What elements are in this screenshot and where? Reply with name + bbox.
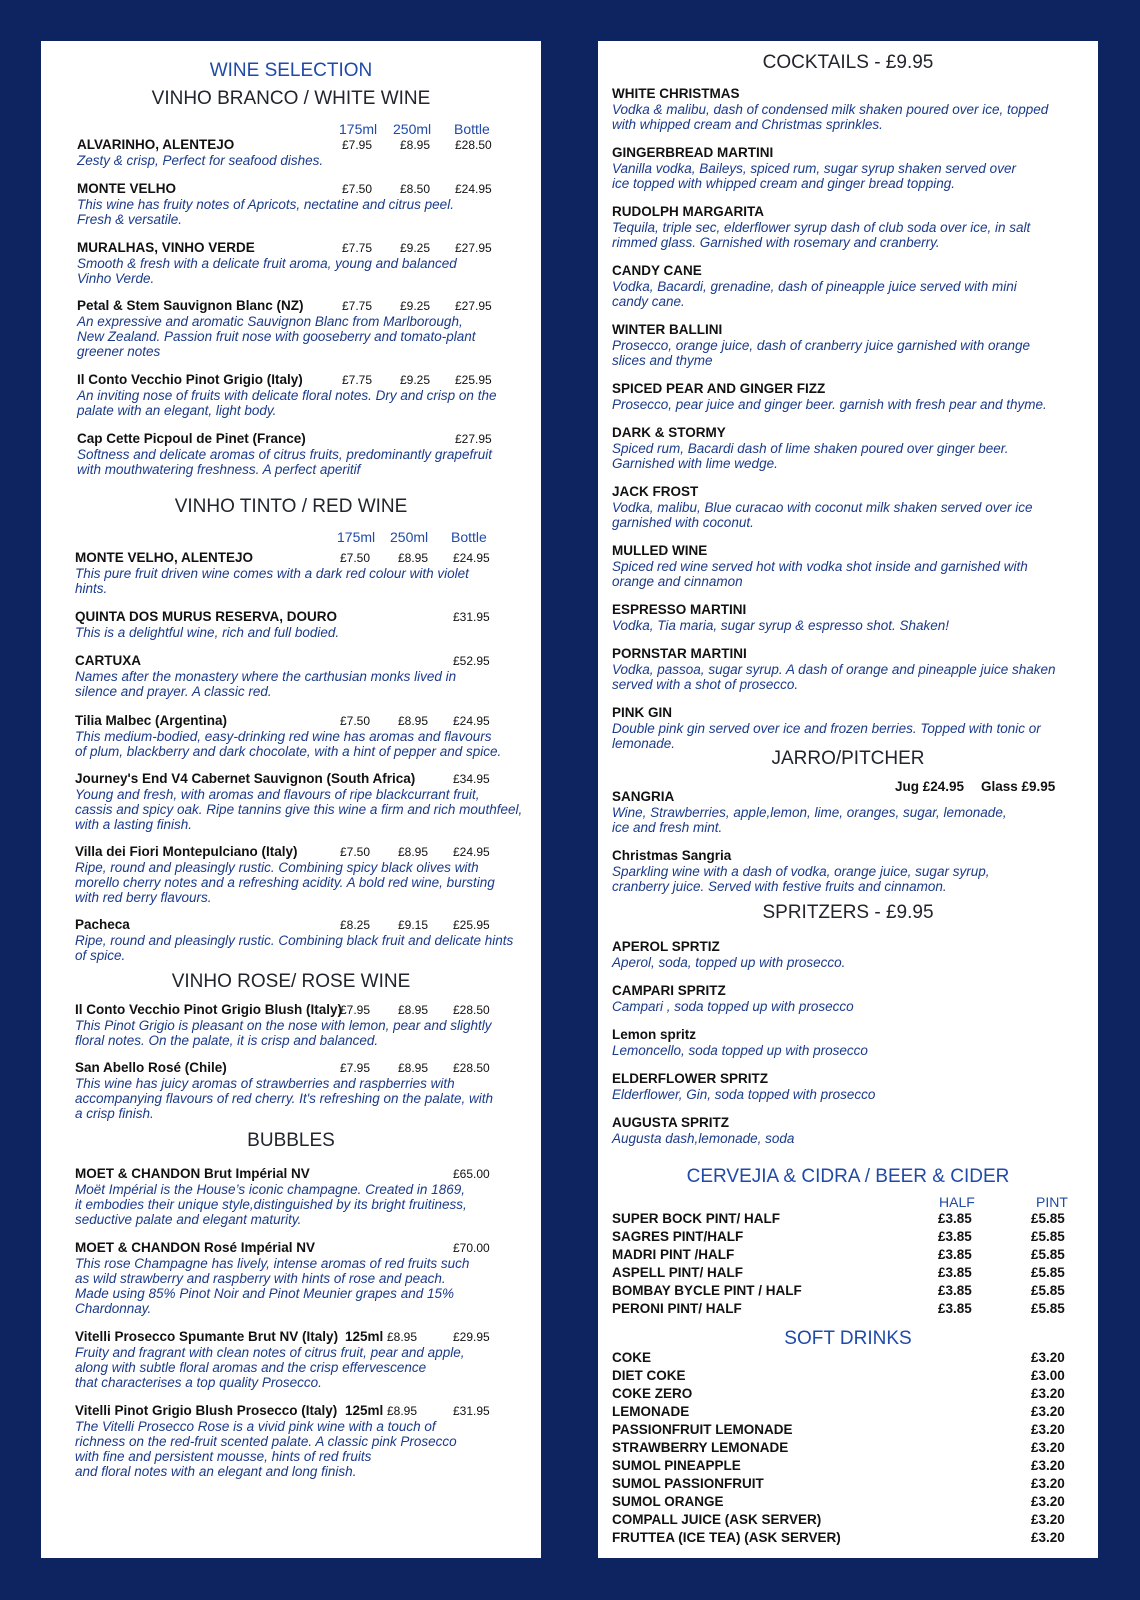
soft-drink-row	[612, 1512, 1072, 1530]
soft-drink-row	[612, 1458, 1072, 1476]
drink-price: £3.20	[1031, 1440, 1065, 1455]
jarro-heading: JARRO/PITCHER	[771, 748, 925, 769]
wine-description: This wine has fruity notes of Apricots, nectatine and citrus peel. Fresh & versatile.	[77, 197, 454, 227]
price-175ml: £7.75	[342, 241, 373, 255]
wine-item	[77, 137, 527, 168]
col-250ml: 250ml	[390, 529, 429, 545]
wine-item	[77, 240, 527, 286]
spritzer-item	[612, 1115, 1062, 1146]
drink-price: £3.00	[1031, 1368, 1065, 1383]
price-250ml: £8.50	[400, 182, 431, 196]
drink-price: £3.20	[1031, 1422, 1065, 1437]
pint-price: £5.85	[1031, 1283, 1065, 1298]
cocktail-item	[612, 145, 1062, 191]
cocktail-name: PINK GIN	[612, 705, 673, 720]
soft-drink-row	[612, 1422, 1072, 1440]
soft-drink-row	[612, 1386, 1072, 1404]
price-bottle: £27.95	[455, 299, 492, 313]
beer-row	[612, 1283, 1072, 1301]
wine-description: This wine has juicy aromas of strawberries and raspberries with accompanying flavours of red cherry. It's refreshing on the palate, with a crisp finish.	[75, 1076, 494, 1121]
drink-price: £3.20	[1031, 1512, 1065, 1527]
cocktail-name: RUDOLPH MARGARITA	[612, 204, 764, 219]
half-price: £3.85	[938, 1247, 972, 1262]
glass-price: Glass £9.95	[981, 779, 1056, 794]
cocktail-name: JACK FROST	[612, 484, 699, 499]
spritzer-description: Campari , soda topped up with prosecco	[612, 999, 854, 1014]
beer-row	[612, 1211, 1072, 1229]
wine-name: ALVARINHO, ALENTEJO	[77, 137, 235, 152]
cocktail-name: PORNSTAR MARTINI	[612, 646, 747, 661]
wine-name: MONTE VELHO	[77, 181, 177, 196]
cocktail-description: Vodka, Bacardi, grenadine, dash of pineapple juice served with mini candy cane.	[612, 279, 1017, 309]
wine-description: Softness and delicate aromas of citrus fruits, predominantly grapefruit with mouthwatering freshness. A perfect aperitif	[77, 447, 492, 477]
soft-drink-row	[612, 1368, 1072, 1386]
cocktail-item	[612, 381, 1062, 412]
drink-price: £3.20	[1031, 1530, 1065, 1545]
pint-price: £5.85	[1031, 1301, 1065, 1316]
price-bottle: £34.95	[453, 772, 490, 786]
price-250ml: £8.95	[398, 551, 429, 565]
pitcher-item	[612, 848, 1062, 894]
wine-description: This rose Champagne has lively, intense aromas of red fruits such as wild strawberry and raspberry with hints of rose and peach. Made using 85% Pinot Noir and Pinot Meunier grapes and 15% Chardonnay.	[75, 1256, 470, 1316]
price-bottle: £31.95	[453, 1404, 490, 1418]
white-wine-heading: VINHO BRANCO / WHITE WINE	[151, 88, 431, 109]
wine-item	[75, 917, 525, 963]
price-125ml: £8.95	[387, 1404, 418, 1418]
wine-item	[75, 1060, 525, 1121]
cocktail-name: DARK & STORMY	[612, 425, 726, 440]
price-bottle: £25.95	[453, 918, 490, 932]
wine-description: An inviting nose of fruits with delicate floral notes. Dry and crisp on the palate with an elegant, light body.	[77, 388, 497, 418]
drinks-menu-panel	[598, 41, 1098, 1558]
soft-drink-row	[612, 1440, 1072, 1458]
beer-name: ASPELL PINT/ HALF	[612, 1265, 744, 1280]
wine-description: This pure fruit driven wine comes with a dark red colour with violet hints.	[75, 566, 469, 596]
price-250ml: £9.25	[400, 299, 431, 313]
wine-name: San Abello Rosé (Chile)	[75, 1060, 227, 1075]
cocktail-name: MULLED WINE	[612, 543, 708, 558]
wine-item	[75, 1002, 525, 1048]
price-bottle: £29.95	[453, 1330, 490, 1344]
spritzer-name: CAMPARI SPRITZ	[612, 983, 726, 998]
spritzer-name: Lemon spritz	[612, 1027, 697, 1042]
wine-item	[75, 1240, 525, 1316]
cocktail-name: WINTER BALLINI	[612, 322, 723, 337]
drink-name: COKE ZERO	[612, 1386, 693, 1401]
pitcher-description: Wine, Strawberries, apple,lemon, lime, oranges, sugar, lemonade, ice and fresh mint.	[612, 805, 1007, 835]
price-bottle: £52.95	[453, 654, 490, 668]
wine-description: An expressive and aromatic Sauvignon Blanc from Marlborough, New Zealand. Passion fruit nose with gooseberry and tomato-plant greener notes	[77, 314, 476, 359]
wine-name: MOET & CHANDON Rosé Impérial NV	[75, 1240, 316, 1255]
wine-name: MURALHAS, VINHO VERDE	[77, 240, 255, 255]
beer-name: MADRI PINT /HALF	[612, 1247, 735, 1262]
spritzer-description: Aperol, soda, topped up with prosecco.	[612, 955, 846, 970]
wine-item	[75, 609, 525, 640]
wine-description: This is a delightful wine, rich and full bodied.	[75, 625, 340, 640]
cocktail-description: Prosecco, orange juice, dash of cranberry juice garnished with orange slices and thyme	[612, 338, 1030, 368]
cocktail-description: Spiced rum, Bacardi dash of lime shaken poured over ginger beer. Garnished with lime wedge.	[612, 441, 1009, 471]
drink-name: LEMONADE	[612, 1404, 690, 1419]
wine-name: Pacheca	[75, 917, 130, 932]
cocktail-item	[612, 602, 1062, 633]
price-bottle: £24.95	[455, 182, 492, 196]
soft-drink-row	[612, 1404, 1072, 1422]
half-price: £3.85	[938, 1283, 972, 1298]
cocktail-item	[612, 484, 1062, 530]
wine-item	[75, 550, 525, 596]
drink-price: £3.20	[1031, 1458, 1065, 1473]
soft-drink-row	[612, 1494, 1072, 1512]
price-250ml: £8.95	[398, 845, 429, 859]
bubbles-heading: BUBBLES	[247, 1130, 335, 1151]
wine-name: QUINTA DOS MURUS RESERVA, DOURO	[75, 609, 338, 624]
wine-name: Journey's End V4 Cabernet Sauvignon (South Africa)	[75, 771, 416, 786]
price-bottle: £28.50	[455, 138, 492, 152]
pint-price: £5.85	[1031, 1265, 1065, 1280]
price-175ml: £7.50	[342, 182, 373, 196]
price-250ml: £8.95	[398, 1003, 429, 1017]
wine-description: Names after the monastery where the carthusian monks lived in silence and prayer. A classic red.	[75, 669, 457, 699]
cocktail-item	[612, 322, 1062, 368]
beer-row	[612, 1265, 1072, 1283]
drink-name: FRUTTEA (ICE TEA) (ASK SERVER)	[612, 1530, 841, 1545]
cocktail-item	[612, 86, 1062, 132]
price-bottle: £25.95	[455, 373, 492, 387]
wine-name: Vitelli Pinot Grigio Blush Prosecco (Italy)	[75, 1403, 338, 1418]
cocktail-name: SPICED PEAR AND GINGER FIZZ	[612, 381, 826, 396]
red-wine-heading: VINHO TINTO / RED WINE	[174, 496, 408, 517]
cocktail-description: Vanilla vodka, Baileys, spiced rum, sugar syrup shaken served over ice topped with whipped cream and ginger bread topping.	[612, 161, 1016, 191]
col-half: HALF	[939, 1194, 975, 1210]
pint-price: £5.85	[1031, 1211, 1065, 1226]
col-175ml: 175ml	[339, 121, 378, 137]
wine-description: Young and fresh, with aromas and flavours of ripe blackcurrant fruit, cassis and spicy oak. Ripe tannins give this wine a firm and rich mouthfeel, with a lasting finish.	[75, 787, 523, 832]
drink-name: STRAWBERRY LEMONADE	[612, 1440, 789, 1455]
wine-name: Cap Cette Picpoul de Pinet (France)	[77, 431, 306, 446]
col-bottle: Bottle	[454, 121, 490, 137]
spritzer-description: Lemoncello, soda topped up with prosecco	[612, 1043, 868, 1058]
price-250ml: £9.25	[400, 373, 431, 387]
spritzer-item	[612, 983, 1062, 1014]
wine-name: MONTE VELHO, ALENTEJO	[75, 550, 254, 565]
price-175ml: £7.95	[342, 138, 373, 152]
drink-name: COKE	[612, 1350, 652, 1365]
spritzer-item	[612, 939, 1062, 970]
size-125ml: 125ml	[345, 1403, 384, 1418]
beer-row	[612, 1229, 1072, 1247]
wine-item	[75, 844, 525, 905]
cocktail-description: Double pink gin served over ice and frozen berries. Topped with tonic or lemonade.	[612, 721, 1041, 751]
price-250ml: £8.95	[400, 138, 431, 152]
drink-price: £3.20	[1031, 1386, 1065, 1401]
cocktail-description: Spiced red wine served hot with vodka shot inside and garnished with orange and cinnamon	[612, 559, 1028, 589]
cocktail-description: Tequila, triple sec, elderflower syrup dash of club soda over ice, in salt rimmed glass. Garnished with rosemary and cranberry.	[612, 220, 1031, 250]
drink-name: COMPALL JUICE (ASK SERVER)	[612, 1512, 822, 1527]
drink-price: £3.20	[1031, 1350, 1065, 1365]
rose-wine-heading: VINHO ROSE/ ROSE WINE	[171, 971, 411, 992]
beer-name: PERONI PINT/ HALF	[612, 1301, 742, 1316]
cocktail-item	[612, 204, 1062, 250]
soft-drink-row	[612, 1350, 1072, 1368]
half-price: £3.85	[938, 1211, 972, 1226]
wine-item	[77, 298, 527, 359]
cocktail-description: Vodka, passoa, sugar syrup. A dash of orange and pineapple juice shaken served with a shot of prosecco.	[612, 662, 1056, 692]
price-bottle: £65.00	[453, 1167, 490, 1181]
col-pint: PINT	[1036, 1194, 1068, 1210]
wine-item	[75, 1166, 525, 1227]
cocktail-item	[612, 543, 1062, 589]
beer-row	[612, 1301, 1072, 1319]
pitcher-name: Christmas Sangria	[612, 848, 732, 863]
price-175ml: £7.95	[340, 1003, 371, 1017]
cocktail-name: ESPRESSO MARTINI	[612, 602, 747, 617]
cocktails-heading: COCKTAILS - £9.95	[762, 52, 934, 73]
wine-item	[75, 1329, 525, 1390]
drink-price: £3.20	[1031, 1494, 1065, 1509]
wine-description: Smooth & fresh with a delicate fruit aroma, young and balanced Vinho Verde.	[77, 256, 457, 286]
wine-description: Zesty & crisp, Perfect for seafood dishes.	[77, 153, 324, 168]
wine-name: CARTUXA	[75, 653, 141, 668]
wine-item	[75, 653, 525, 699]
price-bottle: £24.95	[453, 845, 490, 859]
price-125ml: £8.95	[387, 1330, 418, 1344]
beer-name: SAGRES PINT/HALF	[612, 1229, 744, 1244]
price-bottle: £70.00	[453, 1241, 490, 1255]
beer-heading: CERVEJIA & CIDRA / BEER & CIDER	[686, 1166, 1010, 1187]
cocktail-item	[612, 646, 1062, 692]
price-250ml: £9.15	[398, 918, 429, 932]
price-250ml: £8.95	[398, 714, 429, 728]
col-250ml: 250ml	[393, 121, 432, 137]
drink-name: DIET COKE	[612, 1368, 686, 1383]
pitcher-description: Sparkling wine with a dash of vodka, orange juice, sugar syrup, cranberry juice. Served with festive fruits and cinnamon.	[612, 864, 990, 894]
soft-drinks-heading: SOFT DRINKS	[784, 1328, 912, 1349]
size-125ml: 125ml	[345, 1329, 384, 1344]
col-bottle: Bottle	[451, 529, 487, 545]
beer-name: SUPER BOCK PINT/ HALF	[612, 1211, 781, 1226]
wine-item	[77, 181, 527, 227]
spritzer-name: ELDERFLOWER SPRITZ	[612, 1071, 768, 1086]
cocktail-name: WHITE CHRISTMAS	[612, 86, 740, 101]
spritzers-heading: SPRITZERS - £9.95	[762, 902, 934, 923]
half-price: £3.85	[938, 1229, 972, 1244]
drink-price: £3.20	[1031, 1476, 1065, 1491]
wine-description: Ripe, round and pleasingly rustic. Combining spicy black olives with morello cherry notes and a refreshing acidity. A bold red wine, bursting with red berry flavours.	[75, 860, 495, 905]
wine-name: Vitelli Prosecco Spumante Brut NV (Italy)	[75, 1329, 339, 1344]
cocktail-item	[612, 263, 1062, 309]
beer-row	[612, 1247, 1072, 1265]
half-price: £3.85	[938, 1301, 972, 1316]
drink-name: SUMOL PINEAPPLE	[612, 1458, 741, 1473]
price-175ml: £7.75	[342, 299, 373, 313]
wine-item	[75, 771, 541, 832]
cocktail-description: Vodka & malibu, dash of condensed milk shaken poured over ice, topped with whipped cream and Christmas sprinkles.	[612, 102, 1049, 132]
wine-selection-title: WINE SELECTION	[209, 60, 373, 81]
spritzer-name: AUGUSTA SPRITZ	[612, 1115, 729, 1130]
wine-description: Ripe, round and pleasingly rustic. Combining black fruit and delicate hints of spice.	[75, 933, 514, 963]
price-175ml: £7.75	[342, 373, 373, 387]
wine-name: Il Conto Vecchio Pinot Grigio Blush (Italy)	[75, 1002, 343, 1017]
price-250ml: £9.25	[400, 241, 431, 255]
jug-price: Jug £24.95	[895, 779, 965, 794]
wine-name: MOET & CHANDON Brut Impérial NV	[75, 1166, 310, 1181]
drink-name: SUMOL PASSIONFRUIT	[612, 1476, 764, 1491]
wine-description: Moët Impérial is the House’s iconic champagne. Created in 1869, it embodies their unique style,distinguished by its bright fruitiness, seductive palate and elegant maturity.	[75, 1182, 467, 1227]
wine-name: Tilia Malbec (Argentina)	[75, 713, 228, 728]
spritzer-item	[612, 1071, 1062, 1102]
pint-price: £5.85	[1031, 1229, 1065, 1244]
pitcher-item	[612, 789, 1062, 835]
cocktail-name: CANDY CANE	[612, 263, 702, 278]
pitcher-name: SANGRIA	[612, 789, 675, 804]
price-bottle: £27.95	[455, 241, 492, 255]
price-bottle: £24.95	[453, 551, 490, 565]
price-250ml: £8.95	[398, 1061, 429, 1075]
cocktail-item	[612, 705, 1062, 751]
spritzer-description: Elderflower, Gin, soda topped with prosecco	[612, 1087, 876, 1102]
spritzer-item	[612, 1027, 1062, 1058]
wine-item	[77, 372, 527, 418]
cocktail-item	[612, 425, 1062, 471]
beer-name: BOMBAY BYCLE PINT / HALF	[612, 1283, 802, 1298]
col-175ml: 175ml	[337, 529, 376, 545]
price-bottle: £27.95	[455, 432, 492, 446]
price-175ml: £7.50	[340, 845, 371, 859]
cocktail-description: Vodka, malibu, Blue curacao with coconut milk shaken served over ice garnished with coconut.	[612, 500, 1033, 530]
price-175ml: £7.50	[340, 714, 371, 728]
wine-menu-panel	[41, 41, 541, 1558]
half-price: £3.85	[938, 1265, 972, 1280]
wine-description: Fruity and fragrant with clean notes of citrus fruit, pear and apple, along with subtle floral aromas and the crisp effervescence that characterises a top quality Prosecco.	[75, 1345, 465, 1390]
price-bottle: £28.50	[453, 1003, 490, 1017]
drink-price: £3.20	[1031, 1404, 1065, 1419]
cocktail-name: GINGERBREAD MARTINI	[612, 145, 774, 160]
wine-description: This medium-bodied, easy-drinking red wine has aromas and flavours of plum, blackberry and dark chocolate, with a hint of pepper and spice.	[75, 729, 502, 759]
wine-name: Petal & Stem Sauvignon Blanc (NZ)	[77, 298, 304, 313]
wine-item	[75, 1403, 525, 1479]
wine-name: Villa dei Fiori Montepulciano (Italy)	[75, 844, 298, 859]
price-bottle: £31.95	[453, 610, 490, 624]
wine-name: Il Conto Vecchio Pinot Grigio (Italy)	[77, 372, 303, 387]
wine-item	[75, 713, 541, 759]
soft-drink-row	[612, 1476, 1072, 1494]
price-175ml: £8.25	[340, 918, 371, 932]
wine-item	[77, 431, 527, 477]
soft-drink-row	[612, 1530, 1072, 1548]
wine-description: The Vitelli Prosecco Rose is a vivid pink wine with a touch of richness on the red-fruit scented palate. A classic pink Prosecco with fine and persistent mousse, hints of red fruits and floral notes with an elegant and long finish.	[75, 1419, 457, 1479]
drink-name: SUMOL ORANGE	[612, 1494, 724, 1509]
cocktail-description: Prosecco, pear juice and ginger beer. garnish with fresh pear and thyme.	[612, 397, 1047, 412]
spritzer-name: APEROL SPRTIZ	[612, 939, 720, 954]
pint-price: £5.85	[1031, 1247, 1065, 1262]
price-175ml: £7.50	[340, 551, 371, 565]
drink-name: PASSIONFRUIT LEMONADE	[612, 1422, 793, 1437]
wine-description: This Pinot Grigio is pleasant on the nose with lemon, pear and slightly floral notes. On the palate, it is crisp and balanced.	[75, 1018, 492, 1048]
cocktail-description: Vodka, Tia maria, sugar syrup & espresso shot. Shaken!	[612, 618, 950, 633]
price-bottle: £24.95	[453, 714, 490, 728]
spritzer-description: Augusta dash,lemonade, soda	[612, 1131, 795, 1146]
price-bottle: £28.50	[453, 1061, 490, 1075]
price-175ml: £7.95	[340, 1061, 371, 1075]
